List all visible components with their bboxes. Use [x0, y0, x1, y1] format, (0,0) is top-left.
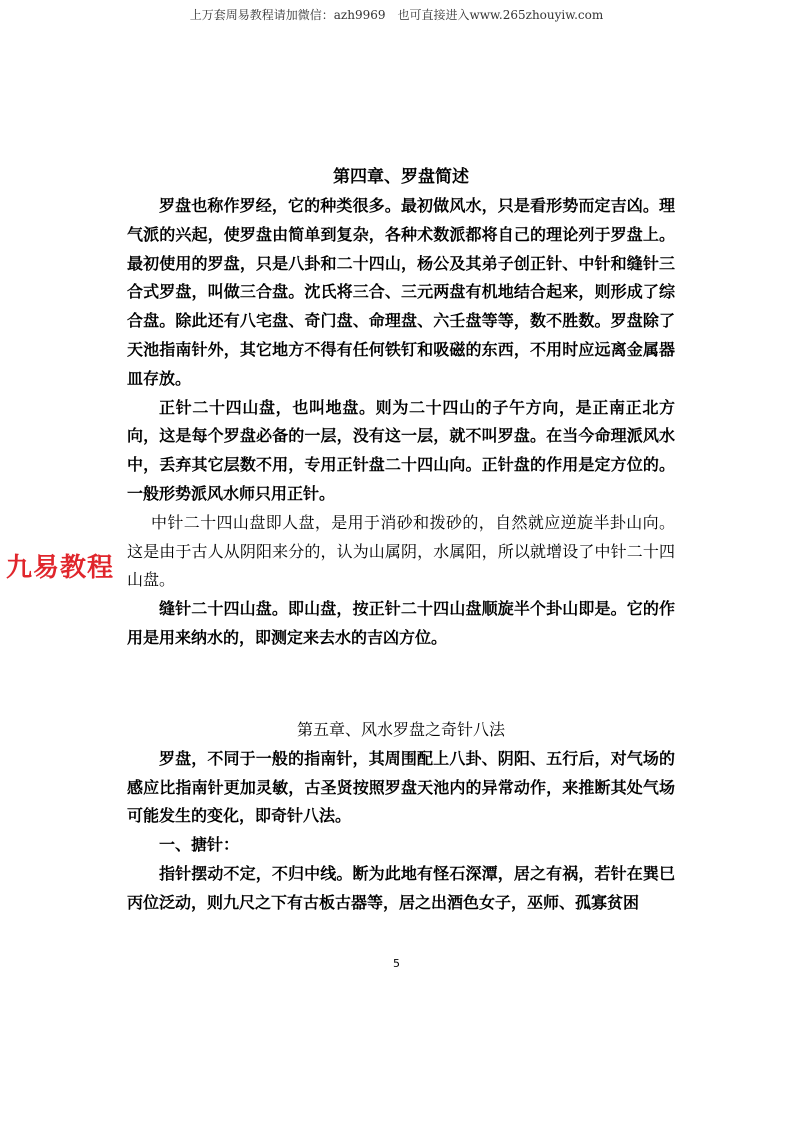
chapter-4-paragraph: 缝针二十四山盘。即山盘，按正针二十四山盘顺旋半个卦山即是。它的作用是用来纳水的，即测定来去水的吉凶方位。 [127, 599, 675, 647]
chapter-5-title: 第五章、风水罗盘之奇针八法 [296, 719, 505, 739]
document-page [127, 162, 675, 918]
page-number: 5 [393, 957, 400, 970]
section-gap [127, 653, 675, 715]
chapter-5-subheading: 一、搪针： [159, 835, 240, 855]
watermark-logo: 九易教程 [6, 553, 115, 583]
chapter-4-title: 第四章、罗盘简述 [333, 167, 469, 187]
chapter-5-paragraph: 指针摆动不定，不归中线。断为此地有怪石深潭，居之有祸，若针在巽巳丙位泛动，则九尺之下有古板古器等，居之出酒色女子，巫师、孤寡贫困 [127, 863, 675, 912]
chapter-5-paragraph: 罗盘，不同于一般的指南针，其周围配上八卦、阴阳、五行后，对气场的感应比指南针更加灵敏，古圣贤按照罗盘天池内的异常动作，来推断其处气场可能发生的变化，即奇针八法。 [127, 748, 675, 826]
header-note: 上万套周易教程请加微信：azh9969 也可直接进入www.265zhouyiw.com [189, 8, 604, 22]
chapter-4-paragraph: 中针二十四山盘即人盘，是用于消砂和拨砂的，自然就应逆旋半卦山向。这是由于古人从阴阳来分的，认为山属阴，水属阳，所以就增设了中针二十四山盘。 [127, 512, 675, 590]
chapter-4-paragraph: 正针二十四山盘，也叫地盘。则为二十四山的子午方向，是正南正北方向，这是每个罗盘必备的一层，没有这一层，就不叫罗盘。在当今命理派风水中，丢弃其它层数不用，专用正针盘二十四山向。正针盘的作用是定方位的。一般形势派风水师只用正针。 [127, 397, 675, 503]
chapter-4-paragraph: 罗盘也称作罗经，它的种类很多。最初做风水，只是看形势而定吉凶。理气派的兴起，使罗盘由简单到复杂，各种术数派都将自己的理论列于罗盘上。最初使用的罗盘，只是八卦和二十四山，杨公及其弟子创正针、中针和缝针三合式罗盘，叫做三合盘。沈氏将三合、三元两盘有机地结合起来，则形成了综合盘。除此还有八宅盘、奇门盘、命理盘、六壬盘等等，数不胜数。罗盘除了天池指南针外，其它地方不得有任何铁钉和吸磁的东西，不用时应远离金属器皿存放。 [127, 196, 675, 388]
